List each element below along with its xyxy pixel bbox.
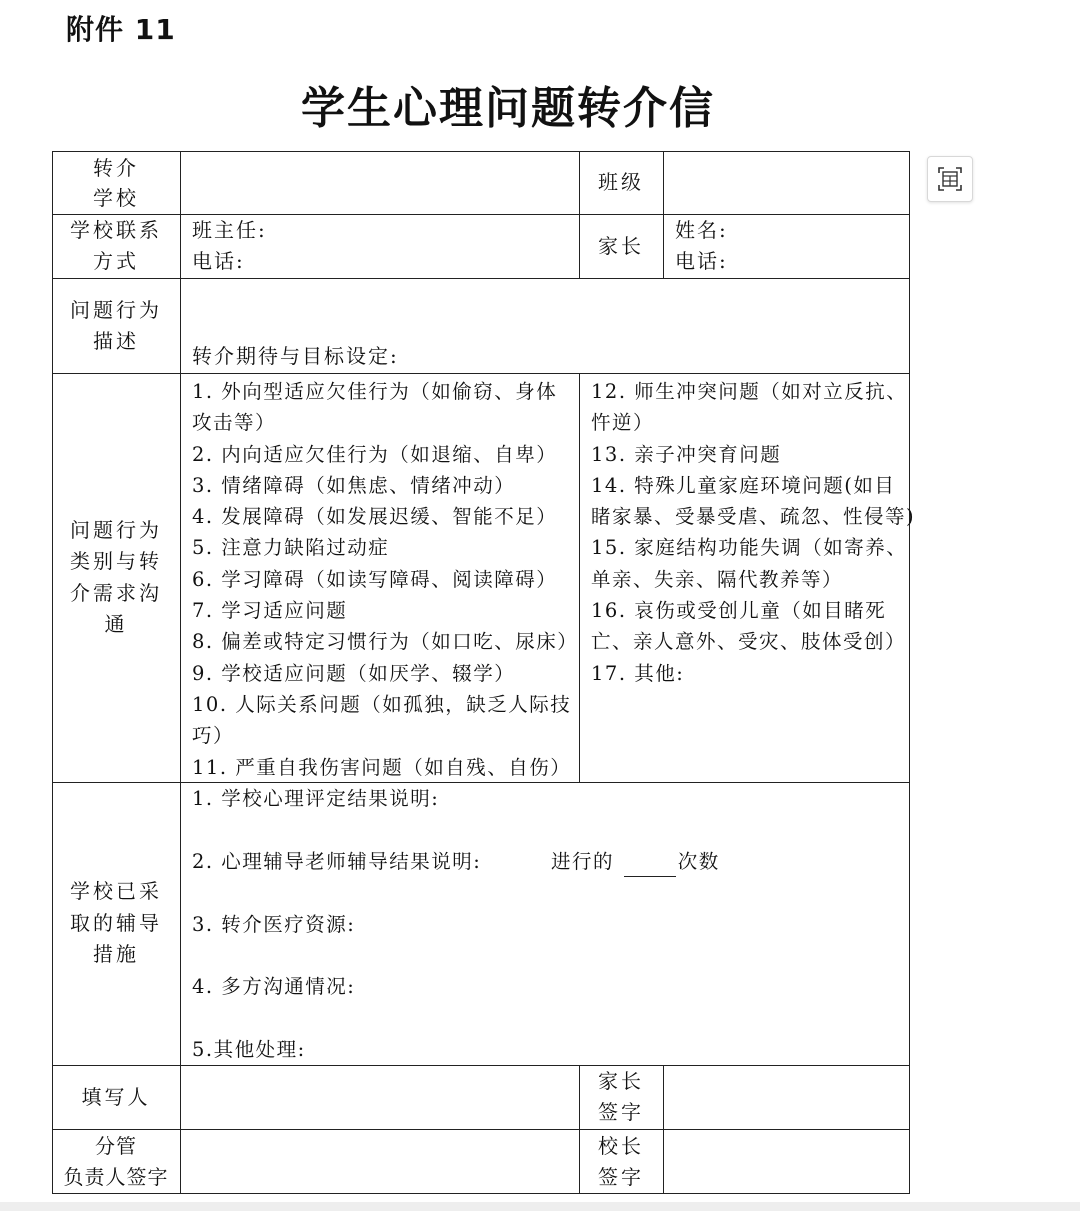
list-item[interactable]: 2. 内向适应欠佳行为（如退缩、自卑） (192, 442, 558, 466)
communication-label: 4. 多方沟通情况: (192, 975, 356, 998)
list-item[interactable]: 12. 师生冲突问题（如对立反抗、 (591, 380, 908, 403)
session-count: 进行的 次数 (551, 846, 720, 877)
list-item: 亡、亲人意外、受灾、肢体受创） (591, 630, 907, 654)
list-item[interactable]: 15. 家庭结构功能失调（如寄养、 (591, 536, 908, 560)
list-item[interactable]: 5. 注意力缺陷过动症 (192, 536, 390, 560)
parent-label: 家长 (598, 233, 644, 258)
parent-contact-field[interactable] (675, 215, 905, 277)
page-title: 学生心理问题转介信 (301, 83, 715, 134)
school-measures-label: 学校已采 取的辅导 措施 (70, 879, 162, 967)
list-item[interactable]: 7. 学习适应问题 (192, 599, 348, 623)
list-item[interactable]: 9. 学校适应问题（如厌学、辍学） (192, 661, 516, 685)
list-item[interactable]: 3. 情绪障碍（如焦虑、情绪冲动） (192, 473, 516, 497)
list-item[interactable]: 8. 偏差或特定习惯行为（如口吃、尿床） (192, 630, 579, 654)
teacher-contact-field[interactable] (192, 215, 572, 277)
class-field[interactable] (664, 152, 909, 214)
list-item[interactable]: 14. 特殊儿童家庭环境问题(如目 (591, 473, 896, 497)
list-item: 巧） (192, 724, 235, 748)
table-layout-icon[interactable] (927, 156, 973, 202)
class-label: 班级 (598, 170, 644, 194)
session-count-blank[interactable] (624, 854, 676, 877)
list-item: 攻击等） (192, 411, 277, 435)
list-item: 单亲、失亲、隔代教养等） (591, 567, 844, 591)
list-item: 睹家暴、受暴受虐、疏忽、性侵等) (591, 505, 916, 529)
contact-label: 学校联系 方式 (70, 218, 162, 273)
list-item[interactable]: 1. 外向型适应欠佳行为（如偷窃、身体 (192, 380, 558, 403)
assessment-result-label: 1. 学校心理评定结果说明: (192, 787, 440, 810)
parent-name-label: 姓名: (675, 218, 728, 242)
list-item[interactable]: 13. 亲子冲突育问题 (591, 442, 782, 466)
parent-sign-label: 家长 签字 (598, 1069, 644, 1124)
principal-sign-label: 校长 签字 (598, 1133, 644, 1189)
teacher-phone-label: 电话: (192, 249, 245, 273)
list-item[interactable]: 4. 发展障碍（如发展迟缓、智能不足） (192, 505, 558, 529)
list-item[interactable]: 10. 人际关系问题（如孤独，缺乏人际技 (192, 692, 572, 716)
behavior-category-label: 问题行为 类别与转 介需求沟 通 (70, 517, 162, 636)
list-item[interactable]: 6. 学习障碍（如读写障碍、阅读障碍） (192, 567, 558, 591)
teacher-label: 班主任: (192, 218, 267, 242)
filler-field[interactable] (181, 1066, 579, 1129)
parent-phone-label: 电话: (675, 249, 728, 273)
list-item: 忤逆） (591, 411, 655, 435)
school-label: 转介 学校 (93, 155, 139, 210)
expectation-label: 转介期待与目标设定: (192, 344, 399, 368)
list-item[interactable]: 11. 严重自我伤害问题（如自残、自伤） (192, 755, 572, 779)
behavior-description-field[interactable] (181, 279, 909, 373)
filler-label: 填写人 (81, 1084, 151, 1109)
list-item[interactable]: 16. 哀伤或受创儿童（如目睹死 (591, 599, 887, 623)
list-item[interactable]: 17. 其他: (591, 661, 685, 685)
school-measures-field[interactable] (181, 783, 909, 1065)
bottom-scroll-edge (0, 1202, 1080, 1211)
parent-signature-field[interactable] (664, 1066, 909, 1129)
attachment-label: 附件 11 (66, 13, 176, 46)
category-list-left (181, 374, 579, 782)
other-handling-label: 5.其他处理: (192, 1038, 306, 1061)
principal-signature-field[interactable] (664, 1130, 909, 1194)
school-field[interactable] (181, 152, 579, 214)
manager-signature-field[interactable] (181, 1130, 579, 1194)
medical-resource-label: 3. 转介医疗资源: (192, 913, 356, 936)
category-list-right (580, 374, 916, 782)
counseling-result-label: 2. 心理辅导老师辅导结果说明: (192, 850, 482, 873)
manager-sign-label: 分管 负责人签字 (63, 1133, 169, 1189)
behavior-description-label: 问题行为 描述 (70, 297, 162, 353)
